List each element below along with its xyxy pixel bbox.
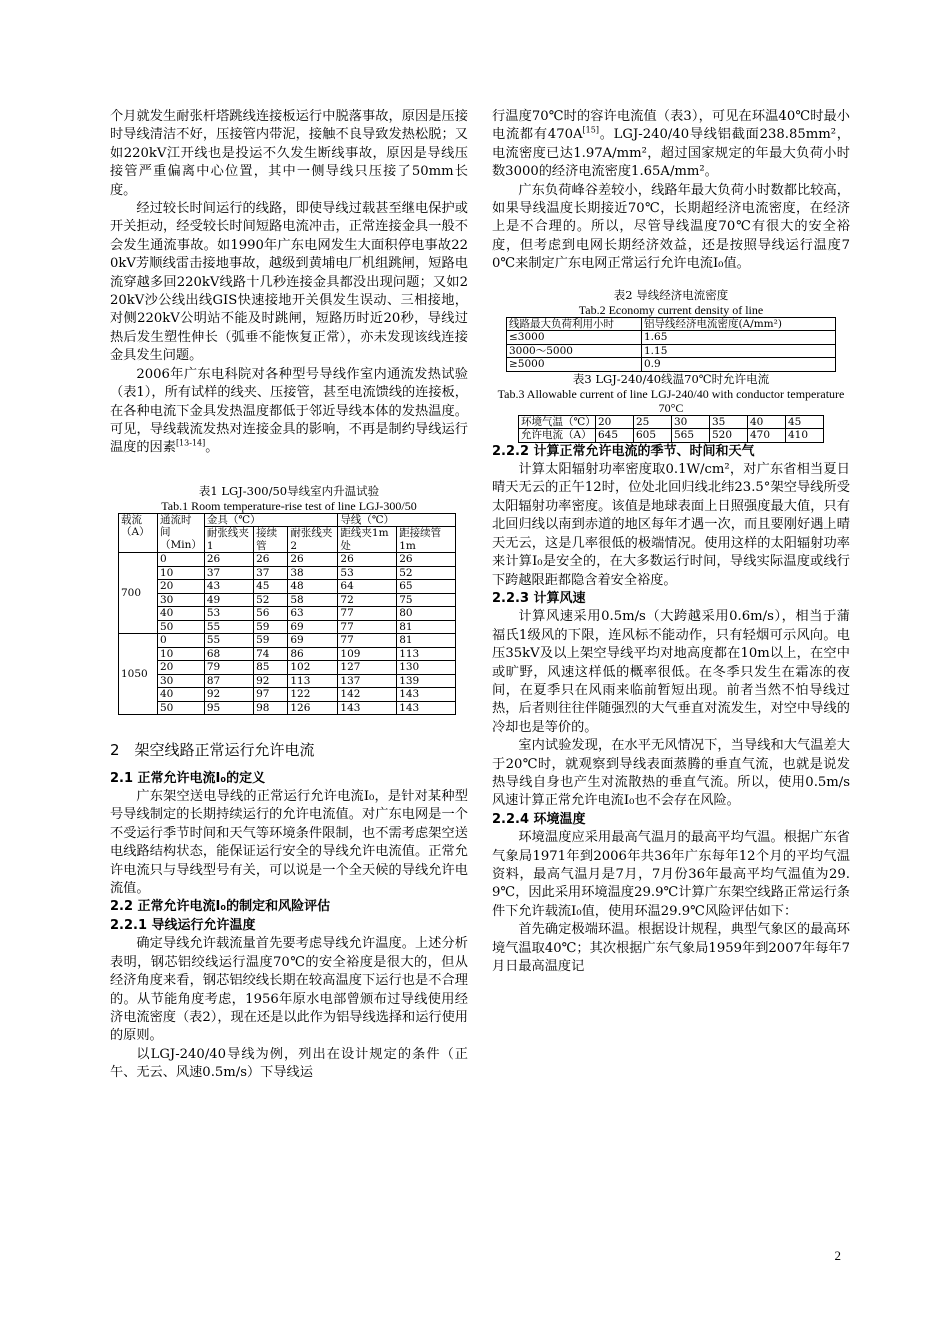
table-cell: 86 [288,647,338,661]
table-cell: 0.9 [642,358,836,372]
table-cell: 52 [397,566,456,580]
table-row [507,331,836,345]
paragraph: 广东架空送电导线的正常运行允许电流I₀，是针对某种型号导线制定的长期持续运行的允许电流值。对广东电网是一个不受运行季节时间和天气等环境条件限制，也不需考虑架空送电线路结构状态，能保证运行安全的导线允许电流值。正常允许电流只与导线型号有关，可以说是一个全天候的导线允许电流值。 [110,789,468,897]
table-cell: 109 [338,647,397,661]
paragraph: 行温度70℃时的容许电流值（表3），可见在环温40℃时最小电流都有470A[15]。LGJ-240/40导线铝截面238.85mm²，电流密度已达1.97A/mm²，超过国家规定的年最大负荷小时数3000的经济电流密度1.65A/mm²。 [492,109,850,180]
table-row [519,415,824,429]
table-cell: 26 [204,553,253,567]
paragraph: 确定导线允许载流量首先要考虑导线允许温度。上述分析表明，钢芯铝绞线运行温度70℃的安全裕度是很大的，但从经济角度来看，钢芯铝绞线长期在较高温度下运行也是不合理的。从节能角度考虑，1956年原水电部曾颁布过导线使用经济电流密度（表2），现在还是以此作为铝导线选择和运行使用的原则。 [110,936,468,1044]
table-cell: 127 [338,661,397,675]
table-cell: 92 [254,674,288,688]
paragraph: 个月就发生耐张杆塔跳线连接板运行中脱落事故，原因是压接时导线清洁不好，压接管内带泥，接触不良导致发热松脱；又如220kV江开线也是投运不久发生断线事故，原因是导线压接管严重偏离中心位置，其中一侧导线只压接了50mm长度。 [110,109,468,198]
table-cell: 20 [158,661,205,675]
table-cell: 69 [288,620,338,634]
table-row [507,344,836,358]
left-column [110,108,468,1083]
table-cell-current: 700 [119,553,158,634]
table-cell: 410 [786,429,824,443]
table-cell: 470 [748,429,786,443]
table-header: 允许电流（A） [519,429,596,443]
table-cell: 26 [397,553,456,567]
table-cell: ≤3000 [507,331,642,345]
paragraph: 广东负荷峰谷差较小，线路年最大负荷小时数都比较高，如果导线温度长期接近70℃，长期超经济电流密度，在经济上是不合理的。所以，尽管导线温度70℃有很大的安全裕度，但考虑到电网长期经济效益，还是按照导线运行温度70℃来制定广东电网正常运行允许电流I₀值。 [492,182,850,272]
table-header: 金具（℃） [204,513,338,527]
table-row [119,661,456,675]
table-cell: 81 [397,620,456,634]
table-cell: 137 [338,674,397,688]
table-cell: 0 [158,634,205,648]
table-header: 接续管 [254,527,288,553]
table-cell: 97 [254,688,288,702]
table-header: 距接续管1m [397,527,456,553]
table-cell: 77 [338,607,397,621]
table-cell: 79 [204,661,253,675]
table-cell: 69 [288,634,338,648]
table-header: 耐张线夹1 [204,527,253,553]
table-cell: 45 [786,415,824,429]
table-header: 通流时间（Min） [158,513,205,553]
table-cell: 58 [288,593,338,607]
table-cell: 139 [397,674,456,688]
table-row [119,566,456,580]
page-number: 2 [834,1248,841,1263]
table-cell: 48 [288,580,338,594]
table-cell: 126 [288,701,338,715]
table-row [519,429,824,443]
table1-caption-en: Tab.1 Room temperature-rise test of line LGJ-300/50 [161,498,417,513]
table2-caption-en: Tab.2 Economy current density of line [578,302,764,317]
table-cell: 1.65 [642,331,836,345]
table-cell: 74 [254,647,288,661]
section-heading: 2 架空线路正常运行允许电流 [110,741,315,760]
table-cell: 10 [158,566,205,580]
table-cell: 59 [254,634,288,648]
table-cell: 49 [204,593,253,607]
subsection-heading: 2.2.2 计算正常允许电流的季节、时间和天气 [492,443,755,459]
table-cell: 130 [397,661,456,675]
paragraph: 经过较长时间运行的线路，即使导线过载甚至继电保护或开关拒动，经受较长时间短路电流冲击，正常连接金具一般不会发生通流事故。如1990年广东电网发生大面积停电事故220kV芳顺线雷击接地事故，越级到黄埔电厂机组跳闸，短路电流穿越多回220kV线路十几秒连接金具都没出现问题；又如220kV沙公线出线GIS快速接地开关俱发生误动、三相接地，对侧220kV公明站不能及时跳闸，短路历时近20秒，导线过热后发生塑性伸长（弧垂不能恢复正常），亦未发现该线连接金具发生问题。 [110,201,468,364]
paragraph: 2006年广东电科院对各种型号导线作室内通流发热试验（表1），所有试样的线夹、压接管，甚至电流馈线的连接板，在各种电流下金具发热温度都低于邻近导线本体的发热温度。可见，导线载流发热对连接金具的影响，不再是制约导线运行温度的因素[13-14]。 [110,366,468,456]
table-cell: 72 [338,593,397,607]
table3-caption-en: Tab.3 Allowable current of line LGJ-240/40 with conductor temperature 70°C [497,386,845,415]
table-cell: 80 [397,607,456,621]
right-column [492,108,850,976]
subsection-heading: 2.2.1 导线运行允许温度 [110,917,256,933]
table-cell: 30 [158,593,205,607]
table3-caption-cn: 表3 LGJ-240/40线温70℃时允许电流 [572,371,770,386]
citation: [13-14] [175,438,206,448]
table-cell: 92 [204,688,253,702]
table-cell: 98 [254,701,288,715]
table-cell: 565 [672,429,710,443]
table-cell: 37 [204,566,253,580]
table-header: 距线夹1m处 [338,527,397,553]
subsection-heading: 2.1 正常允许电流I₀的定义 [110,770,266,786]
table-cell: 20 [596,415,634,429]
paragraph: 以LGJ-240/40导线为例，列出在设计规定的条件（正午、无云、风速0.5m/s）下导线运 [110,1046,468,1081]
table-header: 铝导线经济电流密度(A/mm²) [642,317,836,331]
table-row [119,647,456,661]
table-row [119,580,456,594]
table-cell: 26 [338,553,397,567]
table-cell: 81 [397,634,456,648]
table-row [119,620,456,634]
table-cell: 45 [254,580,288,594]
table-cell: 10 [158,647,205,661]
table-row [119,607,456,621]
table-header: 线路最大负荷利用小时 [507,317,642,331]
table-cell: 1.15 [642,344,836,358]
paragraph: 计算风速采用0.5m/s（大跨越采用0.6m/s），相当于蒲福氏1级风的下限，连风标不能动作，只有轻烟可示风向。电压35kV及以上架空导线平均对地高度都在10m以上，在空中或旷野，风速这样低的概率很低。在冬季只发生在霜冻的夜间，在夏季只在风雨来临前暂短出现。前者当然不怕导线过热，后者则往往伴随强烈的大气垂直对流发生，对空中导线的冷却也是等价的。 [492,609,850,735]
table-cell: 520 [710,429,748,443]
table-cell: 26 [254,553,288,567]
table-cell: 38 [288,566,338,580]
paragraph: 室内试验发现，在水平无风情况下，当导线和大气温差大于20℃时，就观察到导线表面蒸腾的垂直气流，也就是说发热导线自身也产生对流散热的垂直气流。所以，使用0.5m/s风速计算正常允许电流I₀也不会存在风险。 [492,738,850,809]
table-cell: 40 [748,415,786,429]
table-cell: 77 [338,620,397,634]
table-cell: 50 [158,701,205,715]
table-cell: 20 [158,580,205,594]
table2 [506,317,836,372]
table-cell: 113 [397,647,456,661]
table3 [518,415,824,443]
table-cell: 0 [158,553,205,567]
table-cell: 3000～5000 [507,344,642,358]
table-header: 导线（℃） [338,513,456,527]
citation: [15] [582,126,599,136]
table-cell: 25 [634,415,672,429]
table-cell-current: 1050 [119,634,158,715]
table-cell: 40 [158,607,205,621]
table-cell: 40 [158,688,205,702]
table-cell: 26 [288,553,338,567]
table-cell: 75 [397,593,456,607]
table-row [119,593,456,607]
table-cell: 50 [158,620,205,634]
table-row [119,553,456,567]
table-cell: 122 [288,688,338,702]
table-cell: 43 [204,580,253,594]
table-cell: 142 [338,688,397,702]
table-row [119,688,456,702]
table-cell: 63 [288,607,338,621]
table-cell: 68 [204,647,253,661]
table-cell: 95 [204,701,253,715]
paragraph: 环境温度应采用最高气温月的最高平均气温。根据广东省气象局1971年到2006年共36年广东每年12个月的平均气温资料，最高气温月是7月，7月份36年最高平均气温值为29.9℃，因此采用环境温度29.9℃计算广东架空线路正常运行条件下允许载流I₀值，使用环温29.9℃风险评估如下： [492,830,850,919]
table1-caption-cn: 表1 LGJ-300/50导线室内升温试验 [198,483,380,498]
table2-caption-cn: 表2 导线经济电流密度 [613,287,729,302]
table-cell: 37 [254,566,288,580]
table-row [507,358,836,372]
table-cell: 52 [254,593,288,607]
table-row [119,634,456,648]
table-cell: 85 [254,661,288,675]
table-row [119,701,456,715]
table1 [118,513,456,716]
table-row [119,674,456,688]
table-header: 耐张线夹2 [288,527,338,553]
table-cell: 102 [288,661,338,675]
table-cell: 30 [158,674,205,688]
table-cell: 64 [338,580,397,594]
table-cell: 87 [204,674,253,688]
table-cell: ≥5000 [507,358,642,372]
table-cell: 605 [634,429,672,443]
paragraph: 计算太阳辐射功率密度取0.1W/cm²，对广东省相当夏日晴天无云的正午12时，位处北回归线北纬23.5°架空导线所受太阳辐射功率密度。该值是地球表面上日照强度最大值，只有北回归线以南到赤道的地区每年才遇一次，而且要刚好遇上晴天无云，这是几率很低的极端情况。使用这样的太阳辐射功率来计算I₀是安全的，在大多数运行时间，导线实际温度或线行下跨越限距都隐含着安全裕度。 [492,462,850,588]
table-cell: 143 [397,688,456,702]
subsection-heading: 2.2.4 环境温度 [492,811,586,827]
table-cell: 65 [397,580,456,594]
subsection-heading: 2.2 正常允许电流I₀的制定和风险评估 [110,899,331,915]
table-cell: 143 [397,701,456,715]
table-cell: 53 [204,607,253,621]
table-cell: 77 [338,634,397,648]
subsection-heading: 2.2.3 计算风速 [492,590,586,606]
table-cell: 59 [254,620,288,634]
paragraph: 首先确定极端环温。根据设计规程，典型气象区的最高环境气温取40℃；其次根据广东气象局1959年到2007年每年7月日最高温度记 [492,922,850,975]
table-cell: 55 [204,634,253,648]
table-cell: 56 [254,607,288,621]
table-cell: 143 [338,701,397,715]
table-header: 环境气温（℃） [519,415,596,429]
table-cell: 35 [710,415,748,429]
table-cell: 113 [288,674,338,688]
table-cell: 55 [204,620,253,634]
table-cell: 645 [596,429,634,443]
table-header: 载流（A） [119,513,158,553]
table-cell: 30 [672,415,710,429]
table-cell: 53 [338,566,397,580]
